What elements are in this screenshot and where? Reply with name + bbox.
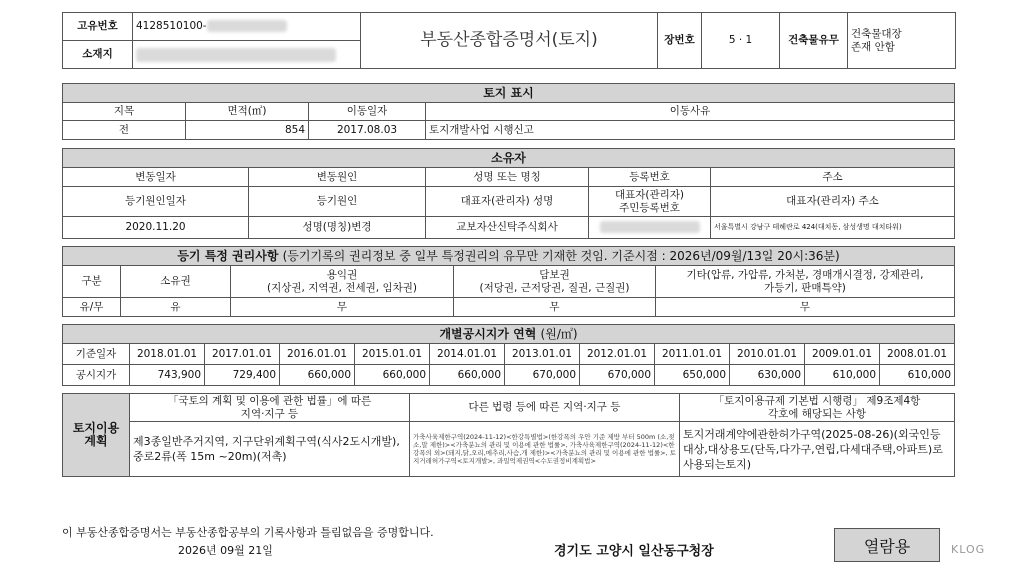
certificate-document (62, 12, 955, 477)
owner-header-change-cause: 변동원인 (249, 168, 426, 187)
land-area: 854 (186, 121, 309, 140)
land-category: 전 (63, 121, 186, 140)
watermark: KLOG (951, 543, 986, 556)
owner-change-date: 2020.11.20 (63, 217, 249, 239)
rights-header-ownership: 소유권 (121, 266, 231, 298)
rights-header-security: 담보권 (저당권, 근저당권, 질권, 근질권) (454, 266, 656, 298)
issue-date: 2026년 09월 21일 (178, 544, 273, 557)
owner-header-change-date: 변동일자 (63, 168, 249, 187)
owner-header-reg-no: 등록번호 (589, 168, 711, 187)
land-header-category: 지목 (63, 103, 186, 121)
certification-statement: 이 부동산종합증명서는 부동산종합공부의 기록사항과 틀림없음을 증명합니다. (62, 526, 434, 539)
footer (62, 522, 955, 572)
land-header-move-date: 이동일자 (309, 103, 426, 121)
owner-name: 교보자산신탁주식회사 (426, 217, 589, 239)
land-table (62, 83, 955, 140)
price-date: 2017.01.01 (205, 344, 280, 365)
price-value: 610,000 (805, 365, 880, 386)
price-date-label: 기준일자 (63, 344, 130, 365)
header-table (62, 12, 956, 69)
issuing-office: 경기도 고양시 일산동구청장 (554, 544, 714, 559)
owner-section-title: 소유자 (63, 149, 955, 168)
rights-ownership: 유 (121, 298, 231, 317)
address-label: 소재지 (63, 41, 133, 69)
plan-col2-header: 다른 법령 등에 따른 지역·지구 등 (410, 394, 680, 422)
price-date: 2013.01.01 (505, 344, 580, 365)
rights-row-label: 유/무 (63, 298, 121, 317)
price-date: 2016.01.01 (280, 344, 355, 365)
rights-table (62, 246, 955, 317)
rights-usage: 무 (231, 298, 454, 317)
price-value: 670,000 (580, 365, 655, 386)
rights-section-title: 등기 특정 권리사항 (등기기록의 권리정보 중 일부 특정권리의 유무만 기재한 것임. 기준시점 : 2026년/09월/13일 20시:36분) (63, 247, 955, 266)
price-table (62, 324, 955, 386)
price-date: 2012.01.01 (580, 344, 655, 365)
plan-regulation-items: 토지거래계약에관한허가구역(2025-08-26)(외국인등 대상,대상용도(단독,다가구,연립,다세대주택,아파트)로 사용되는토지) (680, 422, 955, 477)
owner-header-rep-name: 대표자(관리자) 성명 (426, 187, 589, 217)
price-value: 610,000 (880, 365, 955, 386)
price-date: 2011.01.01 (655, 344, 730, 365)
price-value: 660,000 (280, 365, 355, 386)
price-value: 743,900 (130, 365, 205, 386)
owner-header-address: 주소 (711, 168, 955, 187)
price-date: 2015.01.01 (355, 344, 430, 365)
rights-header-other: 기타(압류, 가압류, 가처분, 경매개시결정, 강제관리, 가등기, 판매특약) (656, 266, 955, 298)
price-date: 2010.01.01 (730, 344, 805, 365)
land-section-title: 토지 표시 (63, 84, 955, 103)
plan-col1-header: 「국토의 계획 및 이용에 관한 법률」에 따른 지역·지구 등 (130, 394, 410, 422)
price-date: 2014.01.01 (430, 344, 505, 365)
address-value-redacted (133, 41, 361, 69)
price-value: 630,000 (730, 365, 805, 386)
price-value: 670,000 (505, 365, 580, 386)
price-value: 660,000 (430, 365, 505, 386)
land-move-date: 2017.08.03 (309, 121, 426, 140)
building-value: 건축물대장 존재 안함 (848, 13, 956, 69)
owner-header-name: 성명 또는 명칭 (426, 168, 589, 187)
price-value: 729,400 (205, 365, 280, 386)
plan-col3-header: 「토지이용규제 기본법 시행령」 제9조제4항 각호에 해당되는 사항 (680, 394, 955, 422)
owner-change-cause: 성명(명칭)변경 (249, 217, 426, 239)
id-value: 4128510100- (133, 13, 361, 41)
document-title: 부동산종합증명서(토지) (361, 13, 658, 69)
owner-header-rep-id: 대표자(관리자) 주민등록번호 (589, 187, 711, 217)
building-label: 건축물유무 (780, 13, 848, 69)
land-move-reason: 토지개발사업 시행신고 (426, 121, 955, 140)
price-date: 2009.01.01 (805, 344, 880, 365)
id-label: 고유번호 (63, 13, 133, 41)
owner-header-reg-cause-date: 등기원인일자 (63, 187, 249, 217)
price-date: 2008.01.01 (880, 344, 955, 365)
plan-label: 토지이용 계획 (63, 394, 130, 477)
rights-header-type: 구분 (63, 266, 121, 298)
price-value: 650,000 (655, 365, 730, 386)
plan-other-law-zone: 가축사육제한구역(2024-11-12)<한강특별법>(한강폭의 우안 기준 제방 부터 500m (소,젖소,말 제한)><가축분뇨의 관리 및 이용에 관한 법률>, 가축사육제한구역(2024-11-12)<한강폭의 외>(돼지,닭,오리,메추리,사슴,개 제한)><가축분뇨의 관리 및 이용에 관한 법률>, 토지거래허가구역<토지개발>, 과밀억제권역<수도권정비계획법> (410, 422, 680, 477)
plan-table (62, 393, 955, 477)
owner-header-rep-address: 대표자(관리자) 주소 (711, 187, 955, 217)
land-header-move-reason: 이동사유 (426, 103, 955, 121)
rights-other: 무 (656, 298, 955, 317)
owner-header-reg-cause: 등기원인 (249, 187, 426, 217)
rights-security: 무 (454, 298, 656, 317)
owner-reg-no-redacted (589, 217, 711, 239)
price-date: 2018.01.01 (130, 344, 205, 365)
sheet-label: 장번호 (658, 13, 702, 69)
land-header-area: 면적(㎡) (186, 103, 309, 121)
owner-address: 서울특별시 강남구 테헤란로 424(대치동, 삼성생명 대치타워) (711, 217, 955, 239)
price-value-label: 공시지가 (63, 365, 130, 386)
sheet-value: 5 · 1 (702, 13, 780, 69)
price-section-title: 개별공시지가 연혁 (원/㎡) (63, 325, 955, 344)
plan-national-zone: 제3종일반주거지역, 지구단위계획구역(식사2도시개발), 중로2류(폭 15m ~20m)(저촉) (130, 422, 410, 477)
owner-table (62, 148, 955, 239)
price-value: 660,000 (355, 365, 430, 386)
view-only-stamp: 열람용 (834, 528, 940, 562)
rights-header-usage: 용익권 (지상권, 지역권, 전세권, 임차권) (231, 266, 454, 298)
